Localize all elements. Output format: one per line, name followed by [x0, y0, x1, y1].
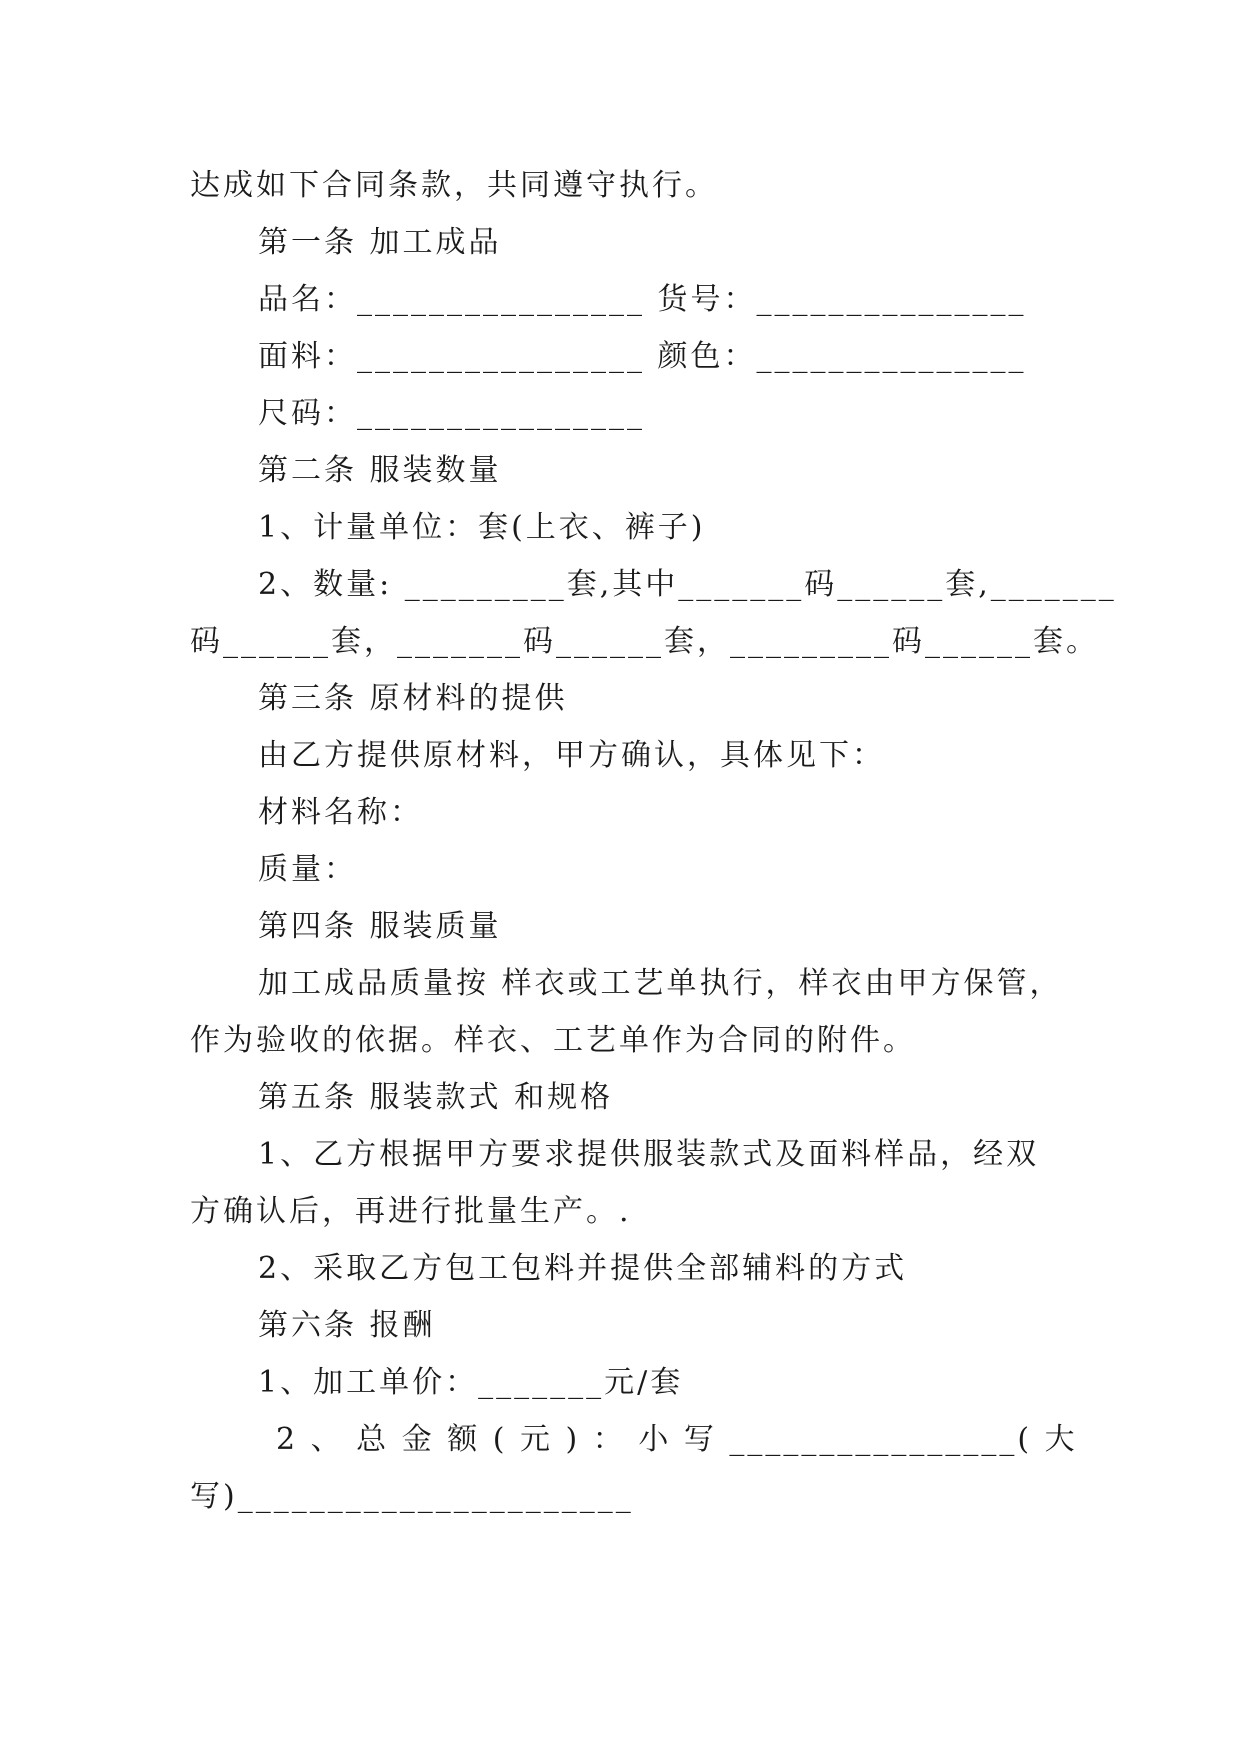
style-item-1-line-cont: 方确认后，再进行批量生产。. — [190, 1194, 632, 1229]
intro-line: 达成如下合同条款，共同遵守执行。 — [190, 168, 718, 203]
total-amount-line: 2 、 总 金 额 ( 元 ) ： 小 写 ________________( 大 — [276, 1422, 1078, 1457]
article-1-heading: 第一条 加工成品 — [258, 225, 502, 260]
article-6-heading: 第六条 报酬 — [258, 1308, 436, 1343]
style-item-2-line: 2、采取乙方包工包料并提供全部辅料的方式 — [258, 1251, 908, 1286]
article-4-heading: 第四条 服装质量 — [258, 909, 502, 944]
quality-standard-line: 加工成品质量按 样衣或工艺单执行，样衣由甲方保管， — [258, 966, 1063, 1001]
article-2-heading: 第二条 服装数量 — [258, 453, 502, 488]
unit-price-line: 1、加工单价：_______元/套 — [258, 1365, 684, 1400]
article-3-heading: 第三条 原材料的提供 — [258, 681, 568, 716]
total-amount-line-cont: 写)______________________ — [190, 1479, 634, 1514]
style-item-1-line: 1、乙方根据甲方要求提供服装款式及面料样品，经双 — [258, 1137, 1040, 1172]
size-line: 尺码：________________ — [258, 396, 645, 431]
fabric-color-line: 面料：________________ 颜色：_______________ — [258, 339, 1027, 374]
quality-line: 质量： — [258, 852, 357, 887]
quantity-line-cont: 码______套，_______码______套，_________码______套。 — [190, 624, 1099, 659]
material-supply-line: 由乙方提供原材料，甲方确认，具体见下： — [258, 738, 885, 773]
product-name-sku-line: 品名：________________ 货号：_______________ — [258, 282, 1027, 317]
unit-line: 1、计量单位：套(上衣、裤子) — [258, 510, 706, 545]
article-5-heading: 第五条 服装款式 和规格 — [258, 1080, 614, 1115]
material-name-line: 材料名称： — [258, 795, 423, 830]
quality-standard-line-cont: 作为验收的依据。样衣、工艺单作为合同的附件。 — [190, 1023, 916, 1058]
quantity-line: 2、数量: _________套,其中_______码______套,_______ — [258, 567, 1117, 602]
